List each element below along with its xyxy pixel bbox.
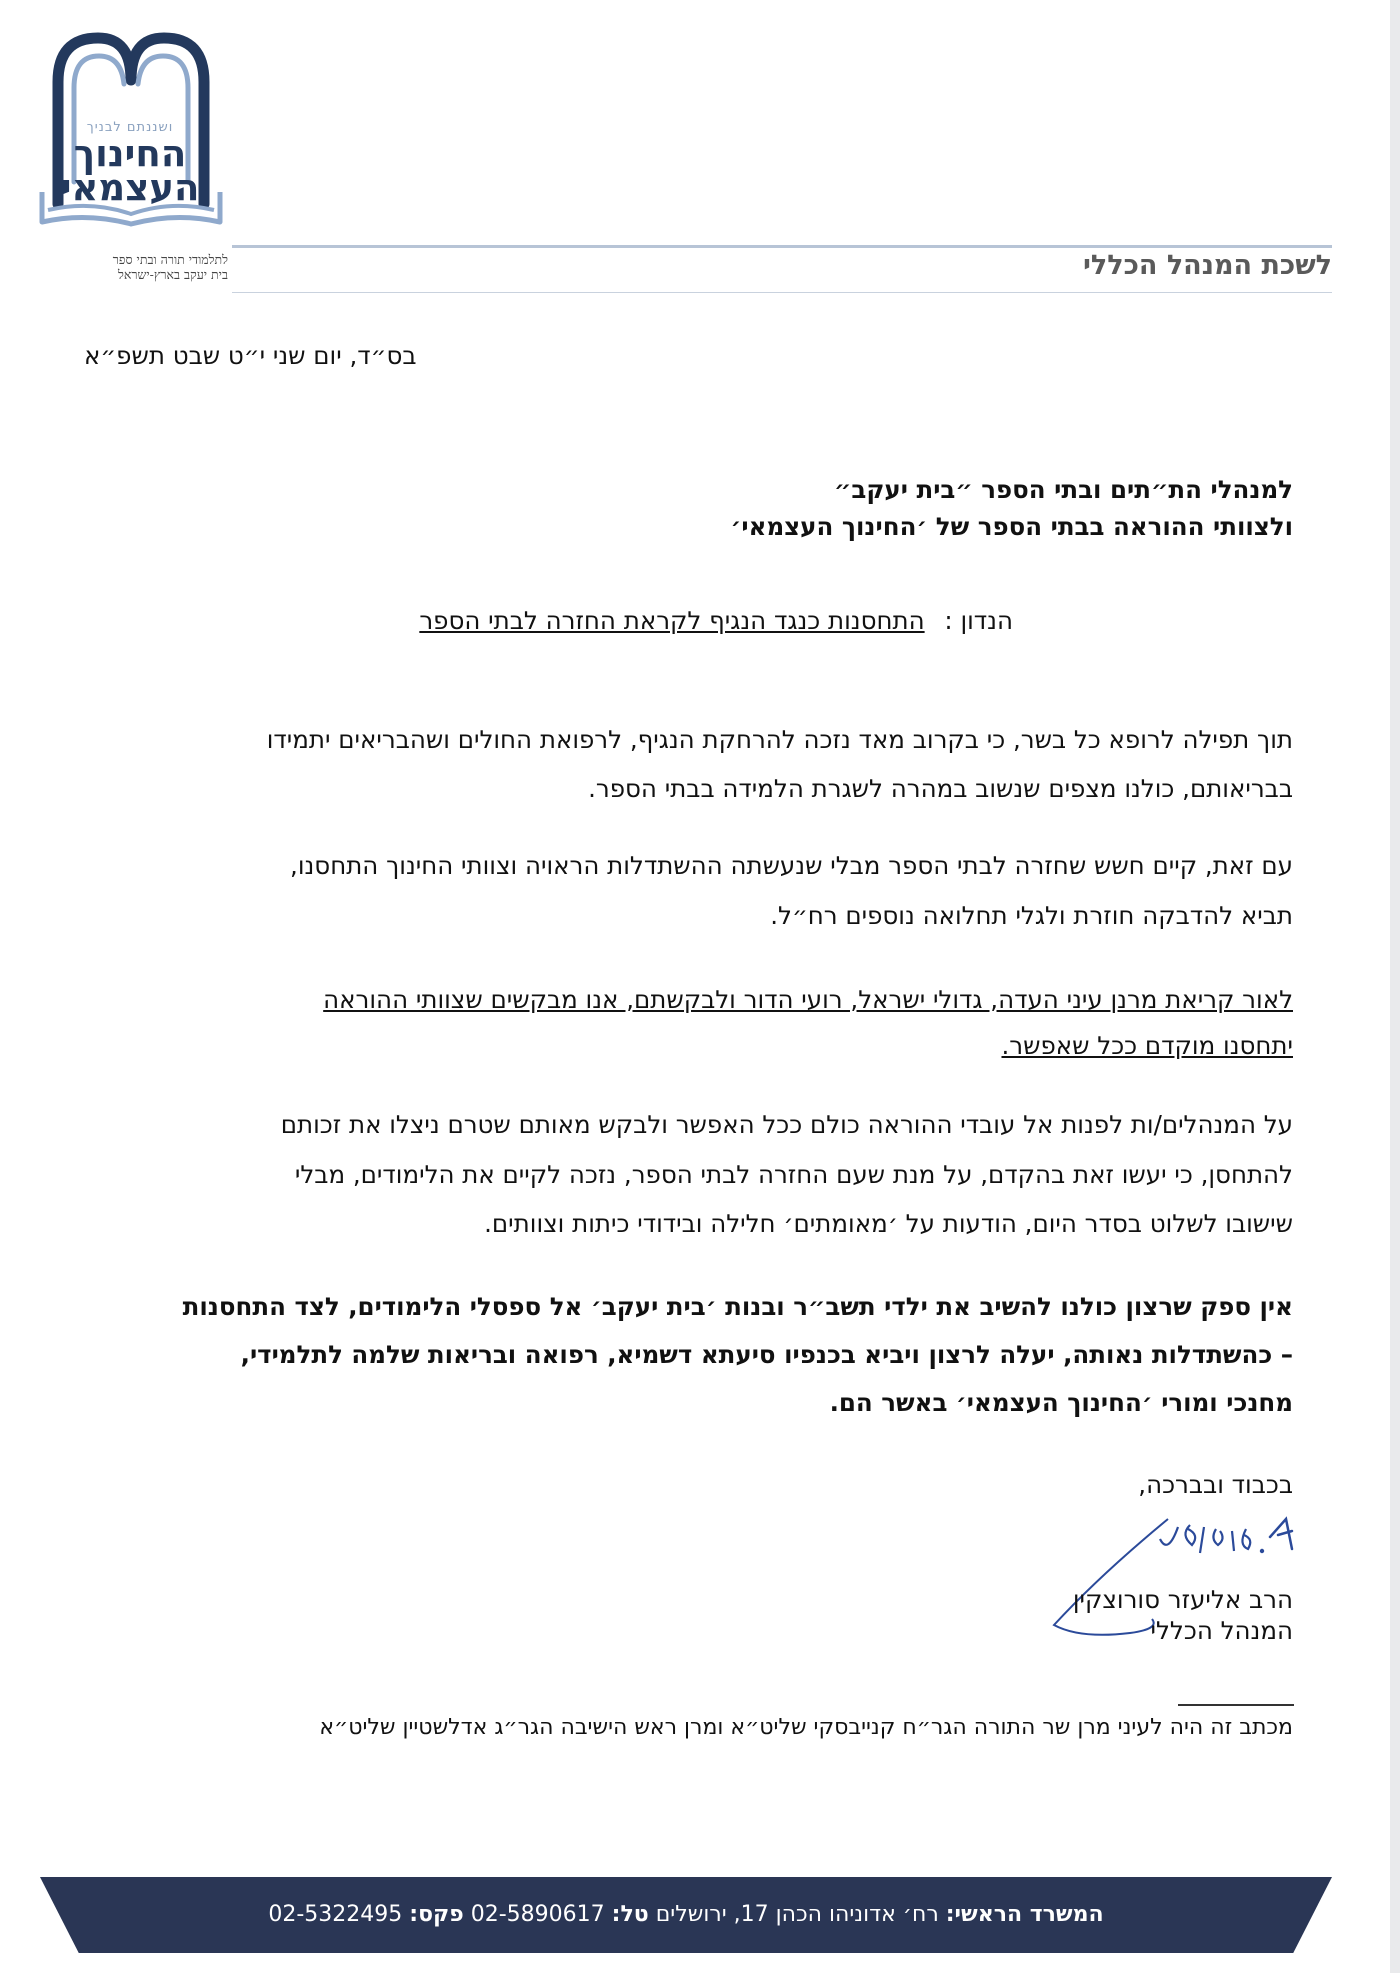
- footnote-separator: [1178, 1704, 1294, 1706]
- paragraph-4-line-3: שישובו לשלוט בסדר היום, הודעות על ׳מאומתים׳ חלילה ובידודי כיתות וצוותים.: [484, 1209, 1293, 1238]
- subtitle-line2: בית יעקב בארץ-ישראל: [118, 267, 228, 282]
- footer-office-label: המשרד הראשי:: [945, 1902, 1104, 1927]
- signatory-name: הרב אליעזר סורוצקין: [1072, 1585, 1293, 1614]
- header-rule: [232, 245, 1332, 248]
- date-line: בס״ד, יום שני י״ט שבט תשפ״א: [84, 341, 417, 370]
- paragraph-2-line-1: עם זאת, קיים חשש שחזרה לבתי הספר מבלי שנעשתה ההשתדלות הראויה וצוותי החינוך התחסנו,: [290, 851, 1293, 880]
- subject-line: [419, 606, 1013, 635]
- logo-slogan: ושננתם לבניך: [86, 120, 174, 135]
- paragraph-5-line-3: מחנכי ומורי ׳החינוך העצמאי׳ באשר הם.: [829, 1388, 1293, 1417]
- footer-contact: [40, 1877, 1332, 1953]
- paragraph-3-line-1: לאור קריאת מרנן עיני העדה, גדולי ישראל, רועי הדור ולבקשתם, אנו מבקשים שצוותי ההוראה: [323, 985, 1293, 1014]
- subtitle-line1: לתלמודי תורה ובתי ספר: [112, 252, 228, 267]
- paragraph-2-line-2: תביא להדבקה חוזרת ולגלי תחלואה נוספים רח״ל.: [770, 901, 1293, 930]
- header-rule-thin: [232, 292, 1332, 293]
- recipient-line-2: ולצוותי ההוראה בבתי הספר של ׳החינוך העצמאי׳: [730, 512, 1293, 541]
- paragraph-1-line-1: תוך תפילה לרופא כל בשר, כי בקרוב מאד נזכה להרחקת הנגיף, לרפואת החולים ושהבריאים יתמידו: [266, 725, 1293, 754]
- footer-phone-label: טל:: [611, 1902, 649, 1927]
- paragraph-3-line-2: יתחסנו מוקדם ככל שאפשר.: [1001, 1031, 1293, 1060]
- paragraph-5-line-2: – כהשתדלות נאותה, יעלה לרצון ויביא בכנפיו סיעתא דשמיא, רפואה ובריאות שלמה לתלמידי,: [240, 1340, 1293, 1369]
- paragraph-4-line-1: על המנהלים/ות לפנות אל עובדי ההוראה כולם ככל האפשר ולבקש מאותם שטרם ניצלו את זכותם: [280, 1110, 1293, 1139]
- footer-phone: 02-5890617: [470, 1902, 605, 1927]
- recipient-line-1: למנהלי הת״תים ובתי הספר ״בית יעקב״: [834, 475, 1293, 504]
- footer-address: רח׳ אדוניהו הכהן 17, ירושלים: [655, 1902, 939, 1927]
- organization-subtitle: [38, 252, 228, 282]
- paragraph-4-line-2: להתחסן, כי יעשו זאת בהקדם, על מנת שעם החזרה לבתי הספר, נזכה לקיים את הלימודים, מבלי: [294, 1160, 1293, 1189]
- office-title: לשכת המנהל הכללי: [1082, 250, 1332, 281]
- logo-name-line1: החינוך: [73, 132, 187, 175]
- signatory-title: המנהל הכללי: [1150, 1616, 1293, 1645]
- page-edge: [1390, 0, 1400, 1973]
- logo-name-line2: העצמאי: [60, 166, 200, 209]
- footer-fax-label: פקס:: [409, 1902, 464, 1927]
- footer-fax: 02-5322495: [268, 1902, 403, 1927]
- paragraph-5-line-1: אין ספק שרצון כולנו להשיב את ילדי תשב״ר ובנות ׳בית יעקב׳ אל ספסלי הלימודים, לצד התחסנות: [182, 1292, 1293, 1321]
- subject-label: הנדון :: [944, 606, 1013, 635]
- footnote: מכתב זה היה לעיני מרן שר התורה הגר״ח קנייבסקי שליט״א ומרן ראש הישיבה הגר״ג אדלשטיין שליט״א: [319, 1715, 1293, 1740]
- closing-line: בכבוד ובברכה,: [1138, 1470, 1293, 1499]
- paragraph-1-line-2: בבריאותם, כולנו מצפים שנשוב במהרה לשגרת הלמידה בבתי הספר.: [588, 774, 1293, 803]
- subject-text: התחסנות כנגד הנגיף לקראת החזרה לבתי הספר: [419, 606, 925, 635]
